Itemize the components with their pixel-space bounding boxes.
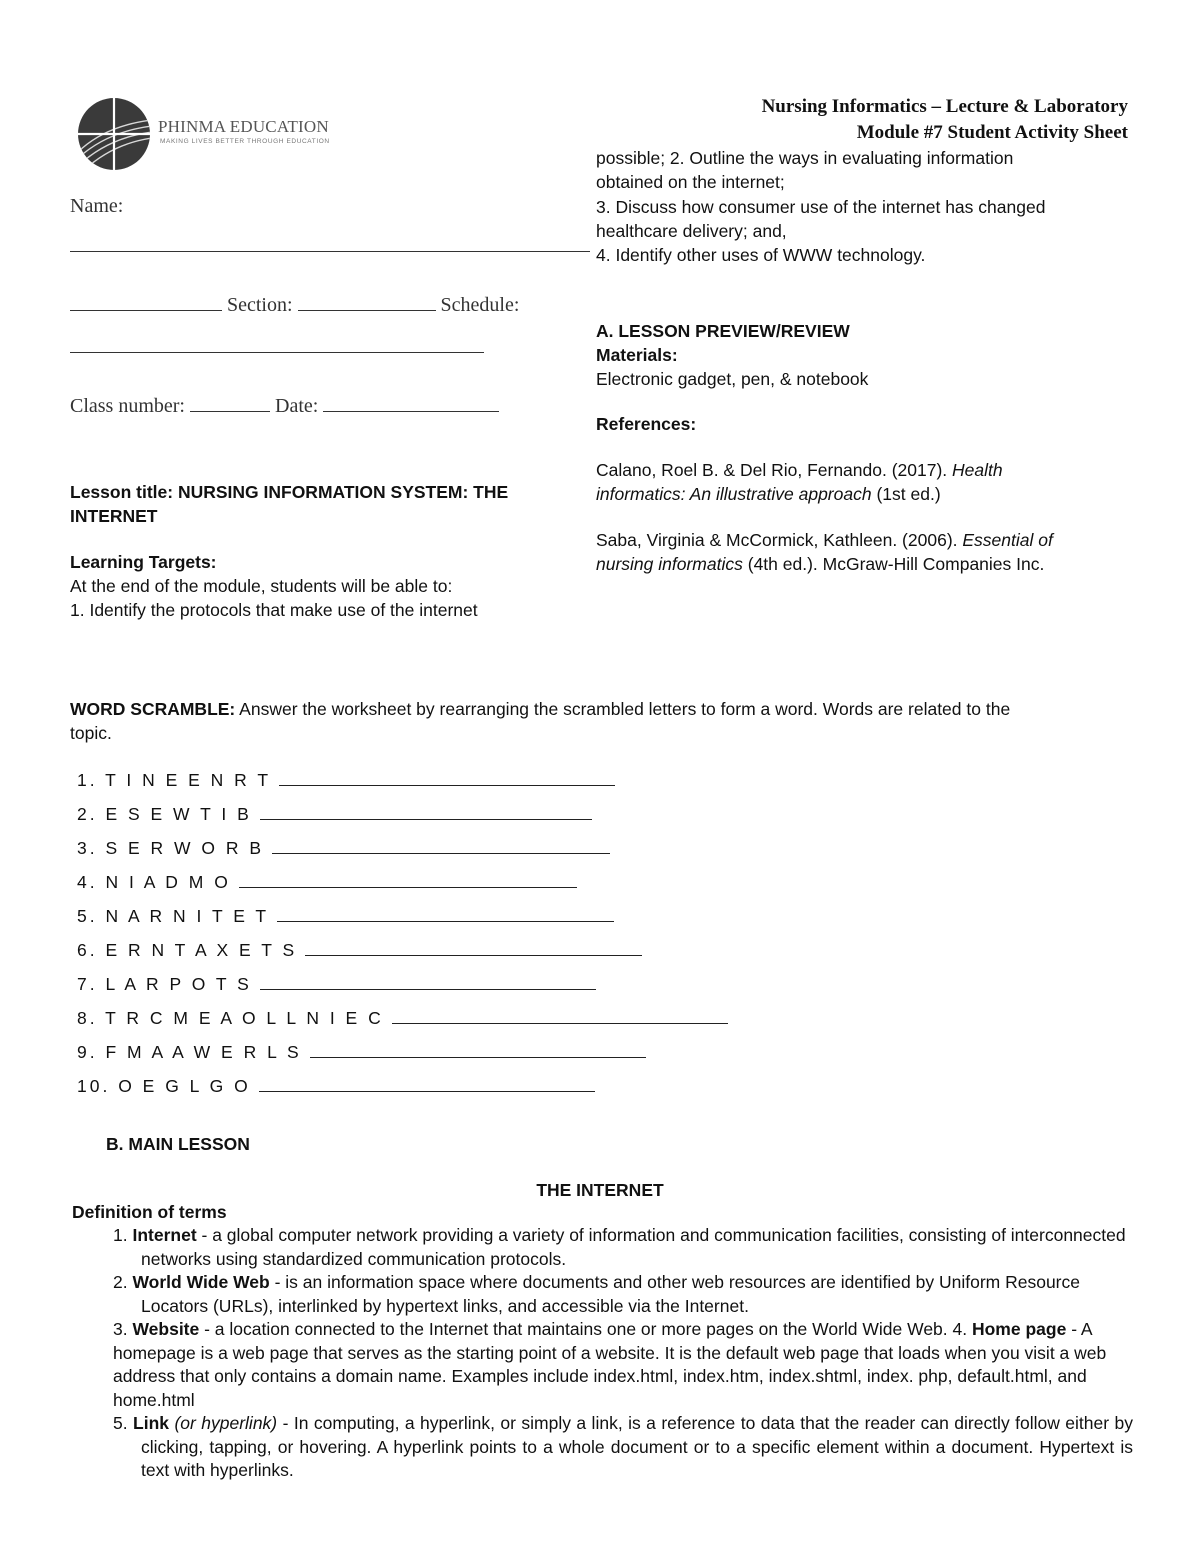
scramble-item-10: 10. O E G L G O xyxy=(77,1073,595,1097)
learning-target-3a: 3. Discuss how consumer use of the internet has changed xyxy=(596,197,1046,217)
answer-field-9[interactable] xyxy=(310,1039,646,1058)
lesson-preview-heading: A. LESSON PREVIEW/REVIEW xyxy=(596,321,850,341)
answer-field-10[interactable] xyxy=(259,1073,595,1092)
answer-field-8[interactable] xyxy=(392,1005,728,1024)
section-label: Section: xyxy=(227,294,293,316)
reference-2: Saba, Virginia & McCormick, Kathleen. (2006). Essential of nursing informatics (4th ed.). McGraw-Hill Companies Inc. xyxy=(596,530,1053,574)
section-field[interactable] xyxy=(298,296,436,311)
answer-field-4[interactable] xyxy=(239,869,577,888)
definition-link: 5. Link (or hyperlink) - In computing, a hyperlink, or simply a link, is a reference to data that the reader can directly follow either by clicking, tapping, or hovering. A hyperlink points to a whole document or to a specific element within a document. Hypertext is text with hyperlinks. xyxy=(113,1413,1133,1480)
scramble-item-6: 6. E R N T A X E T S xyxy=(77,937,642,961)
course-title: Nursing Informatics – Lecture & Laboratory xyxy=(761,96,1128,117)
learning-targets-heading: Learning Targets: xyxy=(70,552,217,572)
scramble-item-7: 7. L A R P O T S xyxy=(77,971,596,995)
class-number-field[interactable] xyxy=(190,397,270,412)
schedule-label: Schedule: xyxy=(440,294,520,316)
module-title: Module #7 Student Activity Sheet xyxy=(856,122,1128,143)
scramble-item-5: 5. N A R N I T E T xyxy=(77,903,614,927)
scramble-item-1: 1. T I N E E N R T xyxy=(77,767,615,791)
answer-field-2[interactable] xyxy=(260,801,592,820)
class-date-row xyxy=(70,395,499,418)
answer-field-7[interactable] xyxy=(260,971,596,990)
lesson-title: Lesson title: NURSING INFORMATION SYSTEM: THE INTERNET xyxy=(70,482,509,526)
date-label: Date: xyxy=(275,395,319,417)
learning-targets-intro: At the end of the module, students will be able to: xyxy=(70,576,453,596)
word-scramble-instructions: WORD SCRAMBLE: Answer the worksheet by rearranging the scrambled letters to form a word. Words are related to the topic. xyxy=(70,699,1011,743)
main-lesson-heading: B. MAIN LESSON xyxy=(106,1134,250,1154)
scramble-item-4: 4. N I A D M O xyxy=(77,869,577,893)
topic-title: THE INTERNET xyxy=(536,1180,664,1200)
name-label: Name: xyxy=(70,195,124,217)
answer-field-1[interactable] xyxy=(279,767,615,786)
scramble-item-2: 2. E S E W T I B xyxy=(77,801,592,825)
definition-website-homepage: 3. Website - a location connected to the Internet that maintains one or more pages on the World Wide Web. 4. Home page - A homepage is a web page that serves as the starting point of a website. It is the default web page that loads when you visit a web address that only contains a domain name. Examples include index.html, index.htm, index.shtml, index. php, default.html, and home.html xyxy=(113,1319,1107,1410)
references-label: References: xyxy=(596,414,697,434)
learning-target-1-cont: possible; 2. Outline the ways in evaluating information xyxy=(596,148,1014,168)
learning-target-2-cont: obtained on the internet; xyxy=(596,172,785,192)
schedule-field[interactable] xyxy=(70,352,484,353)
section-schedule-row xyxy=(70,294,519,317)
definitions-heading: Definition of terms xyxy=(72,1202,227,1222)
class-number-label: Class number: xyxy=(70,395,185,417)
scramble-item-3: 3. S E R W O R B xyxy=(77,835,610,859)
date-field[interactable] xyxy=(323,397,499,412)
learning-target-4: 4. Identify other uses of WWW technology. xyxy=(596,245,926,265)
definition-internet: 1. Internet - a global computer network providing a variety of information and communication facilities, consisting of interconnected networks using standardized communication protocols. xyxy=(113,1225,1126,1269)
definitions-list xyxy=(113,1224,1133,1483)
definition-www: 2. World Wide Web - is an information space where documents and other web resources are identified by Uniform Resource Locators (URLs), interlinked by hypertext links, and accessible via the Internet. xyxy=(113,1272,1080,1316)
scramble-item-9: 9. F M A A W E R L S xyxy=(77,1039,646,1063)
learning-target-1: 1. Identify the protocols that make use of the internet xyxy=(70,600,478,620)
reference-1: Calano, Roel B. & Del Rio, Fernando. (2017). Health informatics: An illustrative approach (1st ed.) xyxy=(596,460,1003,504)
answer-field-5[interactable] xyxy=(277,903,614,922)
learning-target-3b: healthcare delivery; and, xyxy=(596,221,787,241)
answer-field-3[interactable] xyxy=(272,835,610,854)
scramble-item-8: 8. T R C M E A O L L N I E C xyxy=(77,1005,728,1029)
logo-tagline: MAKING LIVES BETTER THROUGH EDUCATION xyxy=(160,138,330,145)
materials-text: Electronic gadget, pen, & notebook xyxy=(596,369,869,389)
name-field-cont[interactable] xyxy=(70,296,222,311)
name-field-line[interactable] xyxy=(70,251,590,252)
logo-name: PHINMA EDUCATION xyxy=(158,117,329,136)
answer-field-6[interactable] xyxy=(305,937,642,956)
materials-label: Materials: xyxy=(596,345,678,365)
